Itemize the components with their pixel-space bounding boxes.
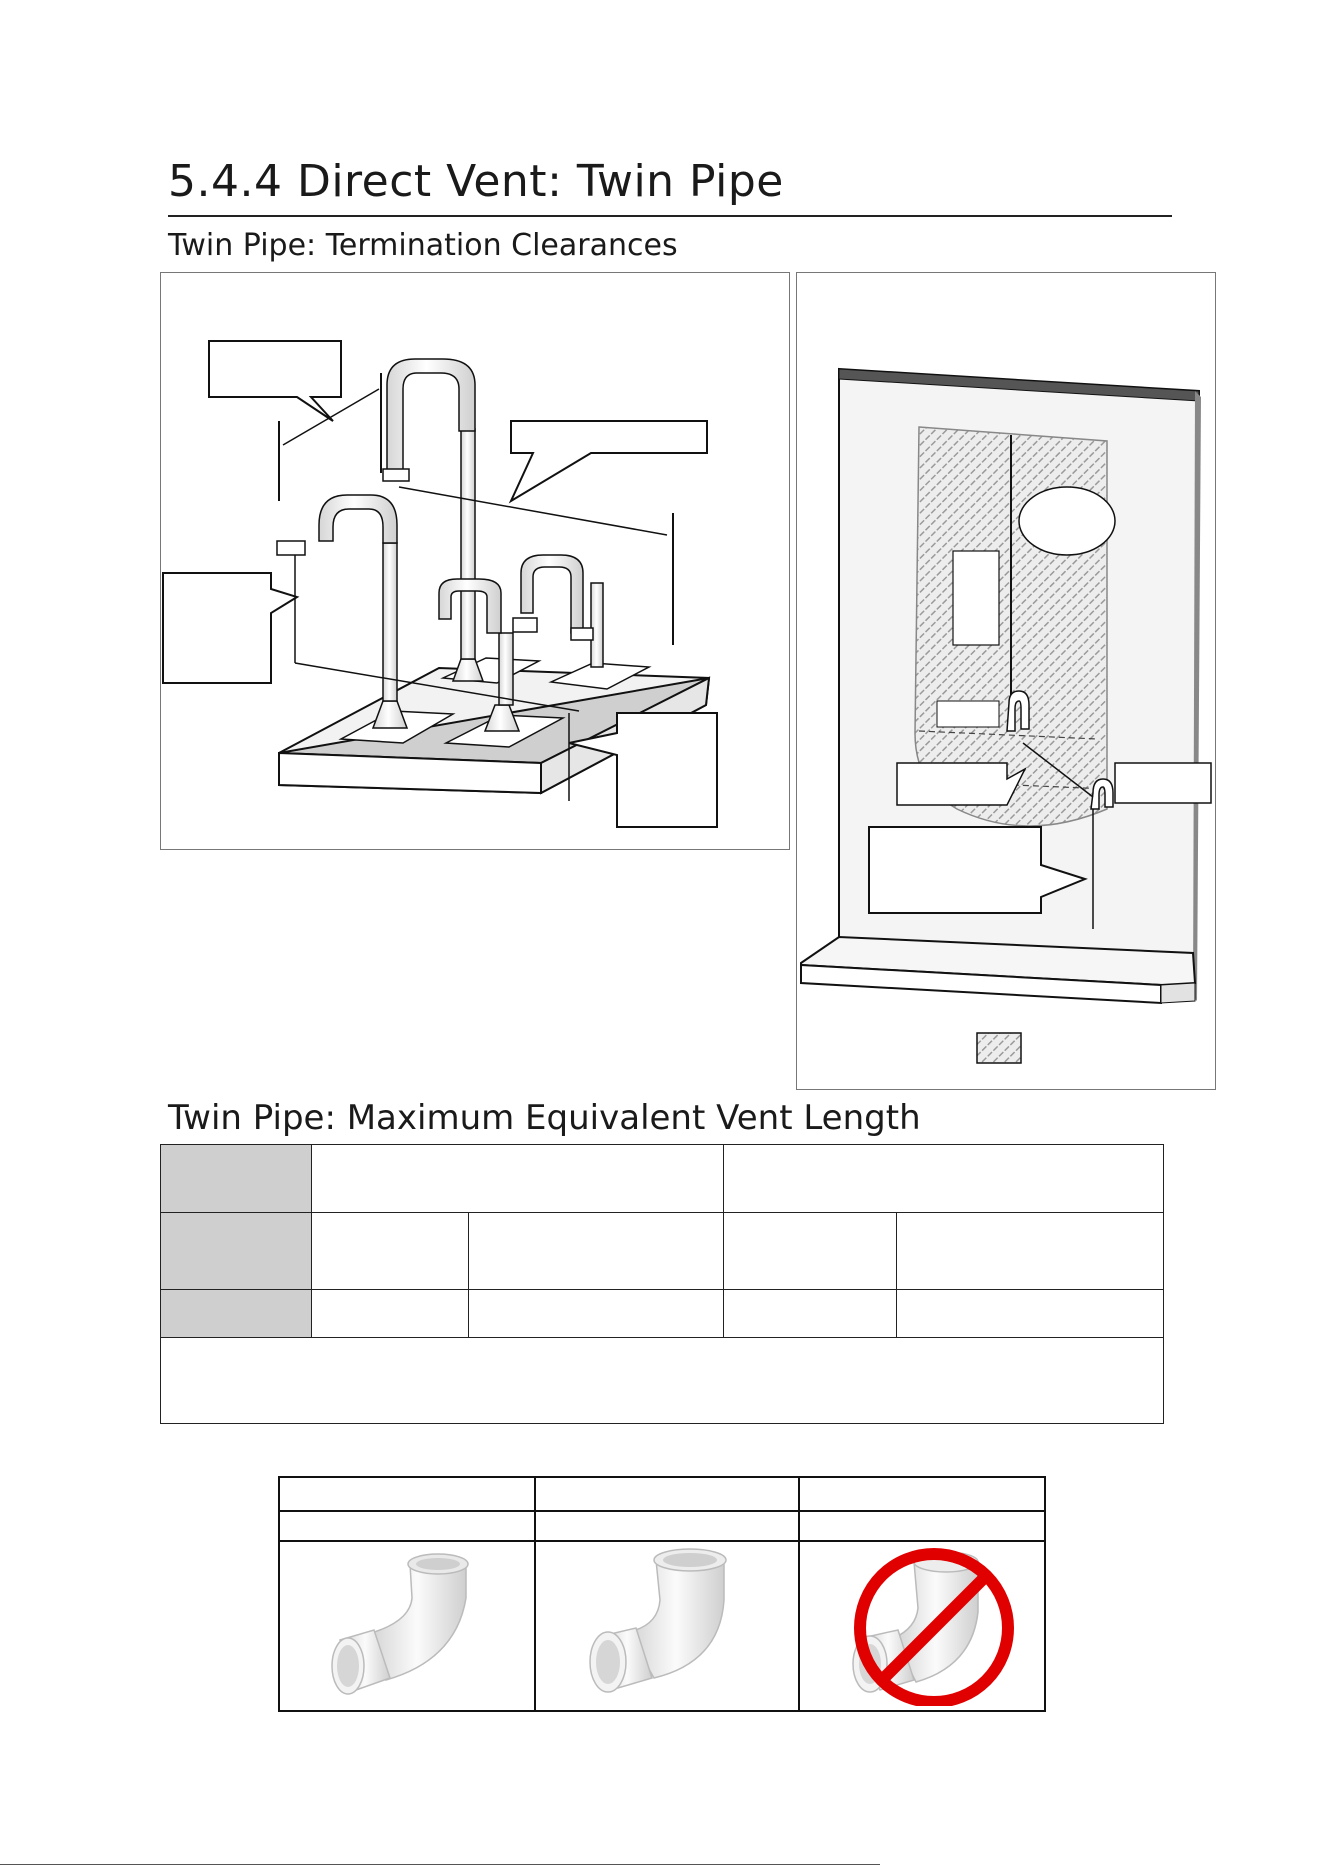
table-row: [161, 1213, 1164, 1290]
table-cell: [279, 1511, 535, 1541]
table-header-cell: [799, 1477, 1045, 1511]
title-divider: [168, 215, 1172, 217]
table-header-cell: [161, 1290, 312, 1338]
table-header-cell: [724, 1145, 1164, 1213]
fitting-cell-short-sweep: [535, 1541, 799, 1711]
roof-termination-figure: [160, 272, 790, 850]
footer-divider: [0, 1864, 880, 1865]
subtitle-max-vent-length: Twin Pipe: Maximum Equivalent Vent Length: [168, 1098, 921, 1138]
table-cell: [469, 1290, 724, 1338]
table-cell: [724, 1290, 897, 1338]
table-cell: [724, 1213, 897, 1290]
fitting-cell-tee-prohibited: [799, 1541, 1045, 1711]
table-cell: [799, 1511, 1045, 1541]
table-header-cell: [312, 1145, 724, 1213]
short-sweep-elbow-icon: [536, 1542, 798, 1706]
table-header-cell: [535, 1477, 799, 1511]
twin-pipe-roof-termination-drawing: [161, 273, 789, 849]
table-header-cell: [161, 1145, 312, 1213]
subtitle-termination-clearances: Twin Pipe: Termination Clearances: [168, 228, 678, 263]
vent-length-table: [160, 1144, 1164, 1424]
long-sweep-elbow-icon: [280, 1542, 534, 1706]
wall-termination-figure: [796, 272, 1216, 1090]
table-header-cell: [161, 1213, 312, 1290]
table-row: [279, 1511, 1045, 1541]
table-row: [279, 1477, 1045, 1511]
table-header-cell: [279, 1477, 535, 1511]
fitting-cell-long-sweep: [279, 1541, 535, 1711]
table-cell: [535, 1511, 799, 1541]
table-cell: [897, 1290, 1164, 1338]
table-cell: [312, 1290, 469, 1338]
tee-prohibited-icon: [800, 1542, 1044, 1706]
twin-pipe-wall-termination-drawing: [797, 273, 1215, 1089]
table-cell: [897, 1213, 1164, 1290]
table-row: [279, 1541, 1045, 1711]
fittings-table: [278, 1476, 1046, 1712]
table-row: [161, 1290, 1164, 1338]
section-title: 5.4.4 Direct Vent: Twin Pipe: [168, 156, 784, 207]
table-cell: [312, 1213, 469, 1290]
table-row: [161, 1145, 1164, 1213]
table-cell: [469, 1213, 724, 1290]
table-row: [161, 1338, 1164, 1424]
table-note-cell: [161, 1338, 1164, 1424]
